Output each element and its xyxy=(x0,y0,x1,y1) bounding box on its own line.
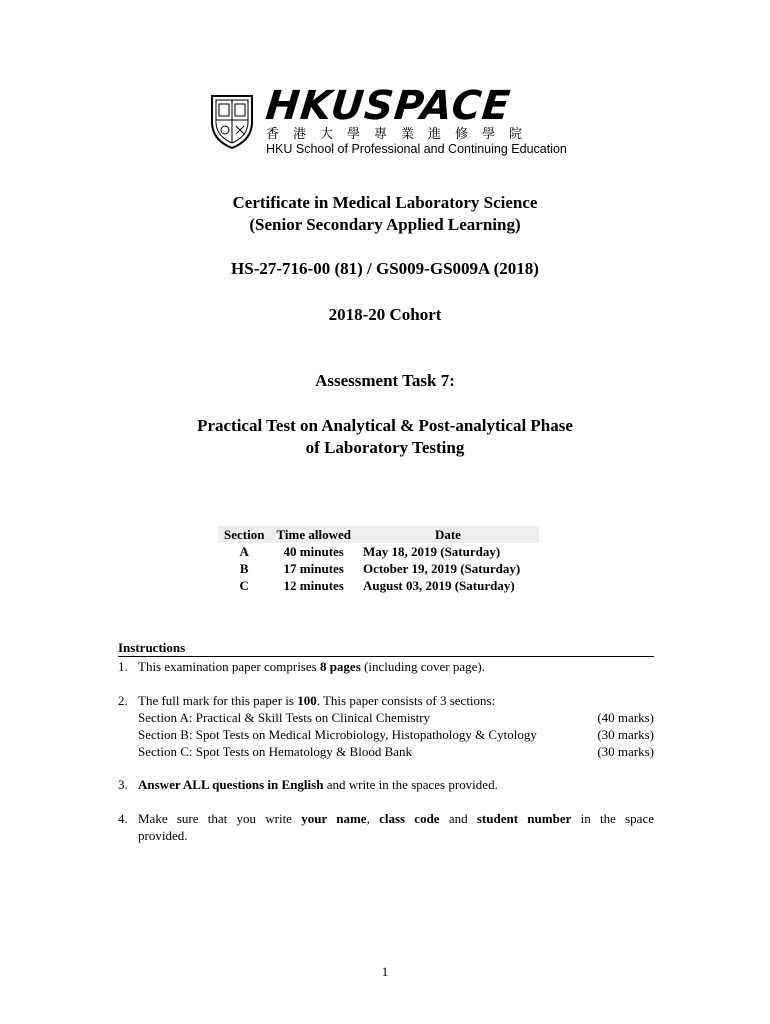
time-cell: 12 minutes xyxy=(283,578,344,593)
date-cell: August 03, 2019 (Saturday) xyxy=(362,578,515,593)
item-emphasis: your name xyxy=(301,811,367,826)
item-text: . This paper consists of 3 sections: xyxy=(316,693,496,708)
assessment-task: Assessment Task 7: xyxy=(315,371,455,390)
item-number: 3. xyxy=(118,777,128,792)
instruction-item-2 xyxy=(118,692,654,760)
item-number: 2. xyxy=(118,693,128,708)
section-label: Section B: Spot Tests on Medical Microbiology, Histopathology & Cytology xyxy=(138,727,537,742)
table-row xyxy=(218,577,539,594)
instruction-item-4 xyxy=(118,810,654,844)
test-title-line1: Practical Test on Analytical & Post-analytical Phase xyxy=(197,416,573,435)
course-code: HS-27-716-00 (81) / GS009-GS009A (2018) xyxy=(231,259,539,278)
brand-name: HKUSPACE xyxy=(263,83,513,129)
item-text: and write in the spaces provided. xyxy=(323,777,498,792)
section-cell: C xyxy=(239,578,249,593)
full-mark: 100 xyxy=(297,693,317,708)
column-header-time: Time allowed xyxy=(276,527,351,542)
item-number: 1. xyxy=(118,659,128,674)
column-header-date: Date xyxy=(434,527,461,542)
course-title-line2: (Senior Secondary Applied Learning) xyxy=(249,215,521,234)
section-marks: (40 marks) xyxy=(597,710,654,725)
item-number: 4. xyxy=(118,811,128,826)
date-cell: May 18, 2019 (Saturday) xyxy=(362,544,501,559)
section-row xyxy=(138,743,654,760)
item-text: The full mark for this paper is xyxy=(138,693,298,708)
brand-chinese-name: 香港大學專業進修學院 xyxy=(266,127,537,142)
section-marks: (30 marks) xyxy=(597,744,654,759)
schedule-header-row xyxy=(218,526,539,543)
item-emphasis: Answer ALL questions in English xyxy=(138,777,324,792)
school-name: HKU School of Professional and Continuing Education xyxy=(266,142,567,156)
hku-crest-icon xyxy=(208,92,256,150)
table-row xyxy=(218,543,539,560)
instruction-item-3 xyxy=(118,776,654,793)
column-header-section: Section xyxy=(224,527,265,542)
item-text: , xyxy=(366,811,380,826)
section-label: Section A: Practical & Skill Tests on Clinical Chemistry xyxy=(138,710,431,725)
item-emphasis: class code xyxy=(379,811,440,826)
schedule-table xyxy=(218,526,539,594)
item-text: in the space provided. xyxy=(138,811,654,843)
page-number: 1 xyxy=(381,964,389,979)
item-text: This examination paper comprises xyxy=(138,659,320,674)
table-row xyxy=(218,560,539,577)
test-title xyxy=(0,415,770,459)
section-cell: B xyxy=(239,561,249,576)
section-row xyxy=(138,726,654,743)
instruction-item-1 xyxy=(118,658,654,675)
course-title-line1: Certificate in Medical Laboratory Science xyxy=(232,193,538,212)
cohort: 2018-20 Cohort xyxy=(328,305,442,324)
section-cell: A xyxy=(239,544,249,559)
instructions-heading: Instructions xyxy=(118,640,654,657)
section-row xyxy=(138,709,654,726)
section-marks: (30 marks) xyxy=(597,727,654,742)
hkuspace-logo xyxy=(208,83,568,156)
time-cell: 17 minutes xyxy=(283,561,344,576)
time-cell: 40 minutes xyxy=(283,544,344,559)
course-title xyxy=(0,192,770,236)
item-text: (including cover page). xyxy=(360,659,485,674)
item-emphasis: student number xyxy=(476,811,572,826)
test-title-line2: of Laboratory Testing xyxy=(305,438,465,457)
date-cell: October 19, 2019 (Saturday) xyxy=(362,561,521,576)
section-label: Section C: Spot Tests on Hematology & Blood Bank xyxy=(138,744,413,759)
item-text: and xyxy=(439,811,477,826)
item-text: Make sure that you write xyxy=(138,811,302,826)
page-count: 8 pages xyxy=(319,659,361,674)
